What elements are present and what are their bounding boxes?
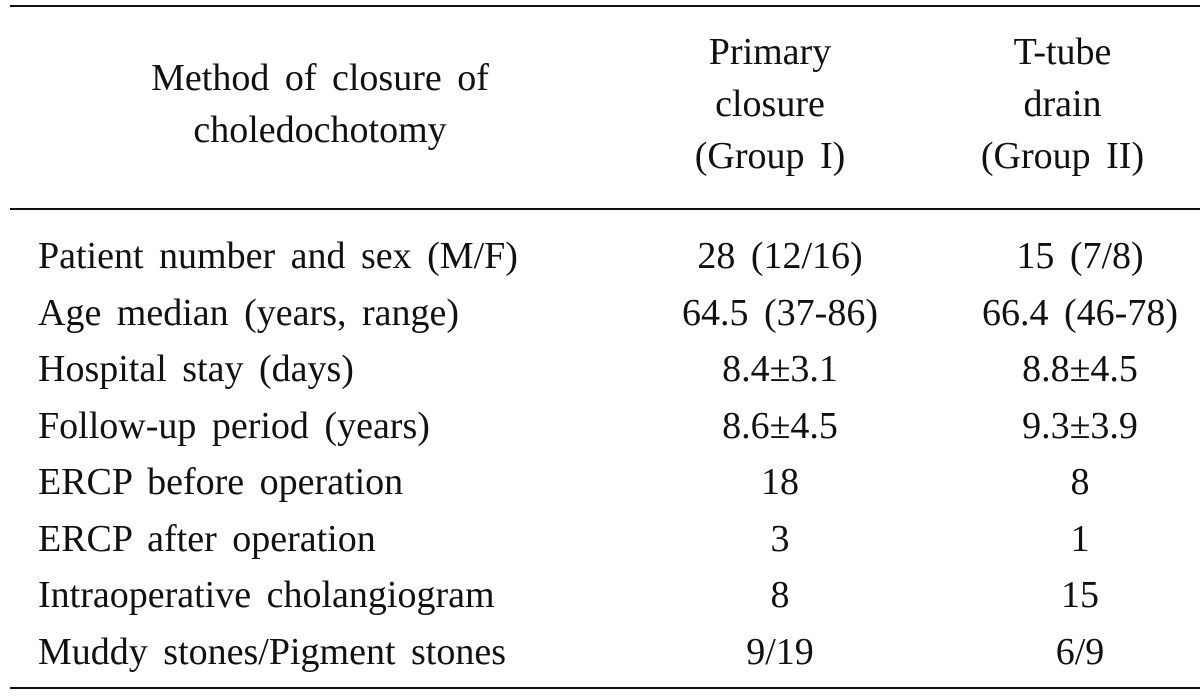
row-label: ERCP before operation	[38, 461, 404, 503]
row-label: Follow-up period (years)	[38, 404, 430, 447]
group-1-value: 9/19	[746, 630, 814, 673]
table-body	[0, 228, 1200, 680]
group-1-value: 18	[761, 461, 799, 503]
row-label: Hospital stay (days)	[38, 348, 354, 390]
header-group-1-line: closure	[715, 83, 825, 125]
row-label: Age median (years, range)	[38, 291, 460, 334]
group-2-value: 15	[1061, 574, 1099, 616]
header-group-1-line: (Group I)	[694, 135, 846, 177]
group-2-value: 9.3±3.9	[1022, 404, 1138, 447]
group-2-value: 15 (7/8)	[1016, 235, 1144, 277]
group-1-value: 8	[770, 574, 790, 616]
table-row	[0, 567, 1200, 624]
table-bottom-rule	[10, 687, 1200, 689]
table-row	[0, 624, 1200, 681]
group-1-value: 8.4±3.1	[722, 348, 838, 390]
header-method-of-closure	[40, 52, 600, 156]
group-2-value: 1	[1070, 517, 1090, 560]
group-1-value: 28 (12/16)	[697, 235, 863, 277]
table-header-rule	[10, 208, 1200, 210]
header-group-2-line: T-tube	[1013, 31, 1112, 73]
header-method-line: choledochotomy	[193, 109, 447, 151]
group-2-value: 66.4 (46-78)	[982, 291, 1178, 334]
table-row	[0, 285, 1200, 342]
group-1-value: 3	[770, 517, 790, 560]
table-row	[0, 341, 1200, 398]
table-row	[0, 454, 1200, 511]
group-1-value: 8.6±4.5	[722, 404, 838, 447]
row-label: Intraoperative cholangiogram	[38, 574, 495, 616]
table-row	[0, 511, 1200, 568]
table-top-rule	[10, 5, 1200, 7]
header-group-2-line: (Group II)	[980, 135, 1145, 177]
row-label: Muddy stones/Pigment stones	[38, 630, 507, 673]
group-2-value: 6/9	[1055, 630, 1105, 673]
row-label: Patient number and sex (M/F)	[38, 235, 518, 277]
table-row	[0, 398, 1200, 455]
header-group-1-line: Primary	[708, 31, 832, 73]
group-2-value: 8.8±4.5	[1022, 348, 1138, 390]
row-label: ERCP after operation	[38, 517, 376, 560]
table-row	[0, 228, 1200, 285]
header-group-2-line: drain	[1023, 83, 1102, 125]
header-group-2	[925, 26, 1200, 182]
header-method-line: Method of closure of	[151, 57, 489, 99]
group-2-value: 8	[1070, 461, 1090, 503]
group-1-value: 64.5 (37-86)	[682, 291, 878, 334]
header-group-1	[640, 26, 900, 182]
